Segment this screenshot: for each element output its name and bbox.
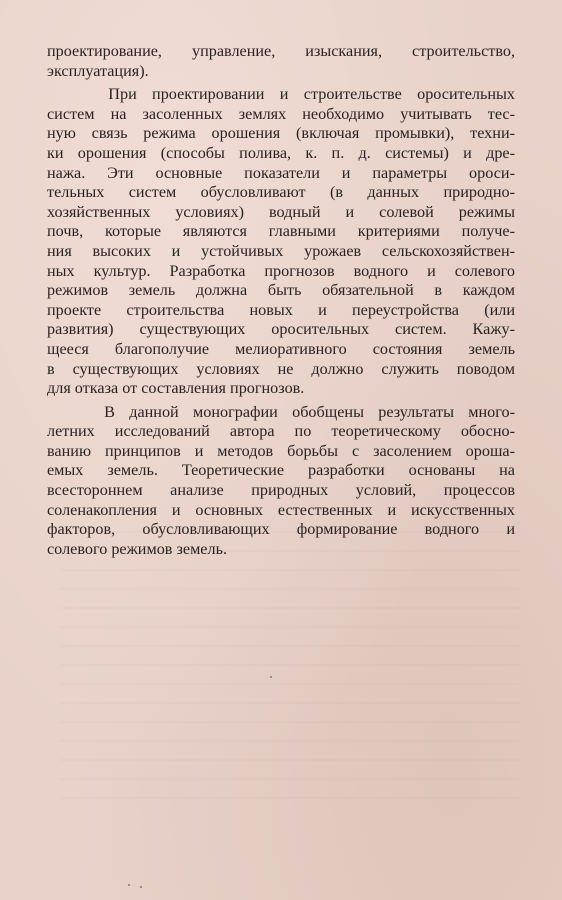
text-line: нажа. Эти основные показатели и параметры ороси-: [47, 163, 515, 182]
text-line: соленакопления и основных естественных и искусственных: [47, 500, 515, 519]
page-text: [47, 42, 515, 559]
text-line: эксплуатация).: [47, 61, 149, 80]
paragraph-3: [47, 403, 515, 560]
text-line: режимов земель должна быть обязательной в каждом: [47, 281, 515, 300]
text-line: в существующих условиях не должно служить поводом: [47, 359, 515, 378]
paragraph-2: [47, 85, 515, 399]
text-line: солевого режимов земель.: [47, 539, 227, 558]
text-line: ную связь режима орошения (включая промывки), техни-: [47, 124, 515, 143]
text-line: емых земель. Теоретические разработки основаны на: [47, 461, 515, 480]
text-line: ки орошения (способы полива, к. п. д. системы) и дре-: [47, 143, 515, 162]
show-through-text: [60, 520, 520, 810]
text-line: ных культур. Разработка прогнозов водного и солевого: [47, 261, 515, 280]
text-line: развития) существующих оросительных систем. Кажу-: [47, 320, 515, 339]
text-line: систем на засоленных землях необходимо учитывать тес-: [47, 104, 515, 123]
text-line: проектирование, управление, изыскания, строительство,: [47, 42, 515, 60]
text-line: всестороннем анализе природных условий, процессов: [47, 481, 515, 500]
text-line: факторов, обусловливающих формирование водного и: [47, 520, 515, 539]
text-line: щееся благополучие мелиоративного состояния земель: [47, 339, 515, 358]
paper-speck: [140, 886, 142, 888]
text-line: проекте строительства новых и переустройства (или: [47, 300, 515, 319]
text-line: хозяйственных условиях) водный и солевой режимы: [47, 202, 515, 221]
text-line: ния высоких и устойчивых урожаев сельскохозяйствен-: [47, 241, 515, 260]
text-line: летних исследований автора по теоретическому обосно-: [47, 422, 515, 441]
text-line: тельных систем обусловливают (в данных природно-: [47, 183, 515, 202]
text-line: При проектировании и строительстве оросительных: [47, 85, 515, 104]
paragraph-1: [47, 42, 515, 81]
paper-speck: [128, 884, 130, 886]
text-line: для отказа от составления прогнозов.: [47, 379, 305, 398]
paper-speck: [270, 676, 272, 678]
text-line: почв, которые являются главными критериями получе-: [47, 222, 515, 241]
text-line: В данной монографии обобщены результаты много-: [47, 402, 515, 421]
text-line: ванию принципов и методов борьбы с засолением ороша-: [47, 441, 515, 460]
